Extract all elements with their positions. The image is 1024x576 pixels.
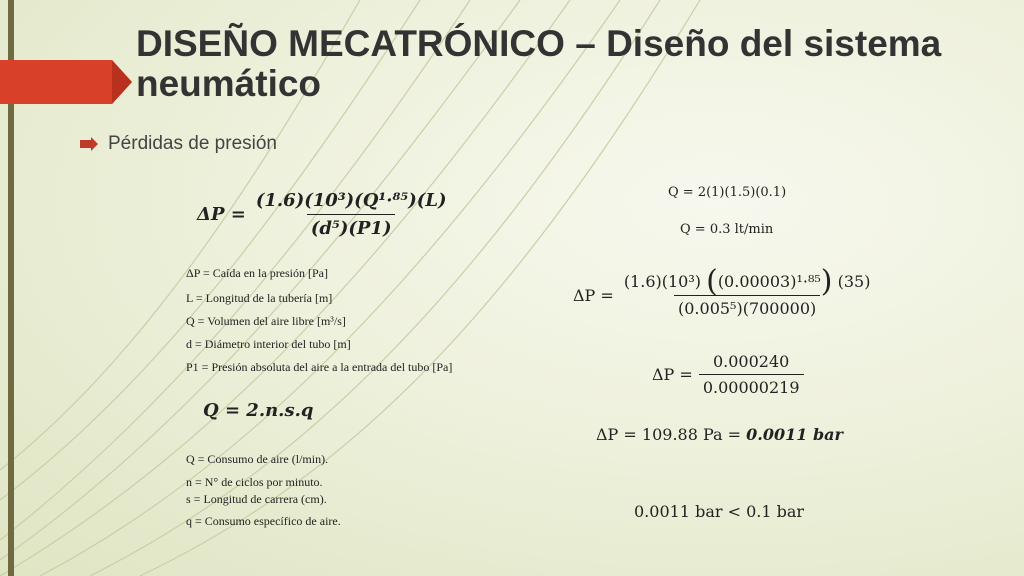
formula-lhs: ΔP = [197,204,246,225]
formula-numerator: (1.6)(10³)(Q¹·⁸⁵)(L) [255,190,447,211]
dp-num-inner: (0.00003)¹·⁸⁵ [717,272,821,291]
pressure-loss-formula [197,190,451,239]
dp-fraction [620,264,875,318]
dp-num-post: (35) [837,272,871,291]
q-calc-line2: Q = 0.3 lt/min [680,222,774,237]
dp-denominator: (0.005⁵)(700000) [674,295,820,318]
dp2-fraction [699,352,804,397]
q-definition-s: s = Longitud de carrera (cm). [186,492,327,506]
q-calc-line1: Q = 2(1)(1.5)(0.1) [668,185,787,200]
definition-dp: ΔP = Caída en la presión [Pa] [186,266,329,280]
dp-numerator [620,264,875,299]
dp2-numerator: 0.000240 [712,352,790,371]
dp2-denominator: 0.00000219 [699,374,804,397]
dp-lhs: ΔP = [573,285,614,305]
close-paren: ) [820,264,833,299]
dp-simplified [652,352,804,397]
definition-d: d = Diámetro interior del tubo [m] [186,337,351,351]
title-arrow-shape [0,58,134,106]
air-consumption-formula: Q = 2.n.s.q [203,400,314,421]
dp-result-main: ΔP = 109.88 Pa = [596,425,747,444]
dp-result-bold: 0.0011 bar [746,425,843,444]
arrow-bullet-icon [80,137,98,151]
dp2-lhs: ΔP = [652,365,693,384]
pressure-comparison: 0.0011 bar < 0.1 bar [634,502,805,521]
slide-title: DISEÑO MECATRÓNICO – Diseño del sistema neumático [136,23,942,104]
bullet-item [80,133,277,155]
definition-p1: P1 = Presión absoluta del aire a la entrada del tubo [Pa] [186,360,453,374]
definition-q: Q = Volumen del aire libre [m³/s] [186,314,346,328]
formula-fraction [252,190,451,239]
dp-substitution [573,264,874,318]
open-paren: ( [706,264,718,299]
q-definition-n: n = N° de ciclos por minuto. [186,475,323,489]
q-definition-q-specific: q = Consumo específico de aire. [186,514,341,528]
formula-denominator: (d⁵)(P1) [307,214,396,239]
definition-l: L = Longitud de la tubería [m] [186,291,333,305]
bullet-text: Pérdidas de presión [108,133,277,154]
q-definition-q: Q = Consumo de aire (l/min). [186,452,329,466]
dp-num-pre: (1.6)(10³) [623,272,701,291]
dp-result [596,425,843,444]
